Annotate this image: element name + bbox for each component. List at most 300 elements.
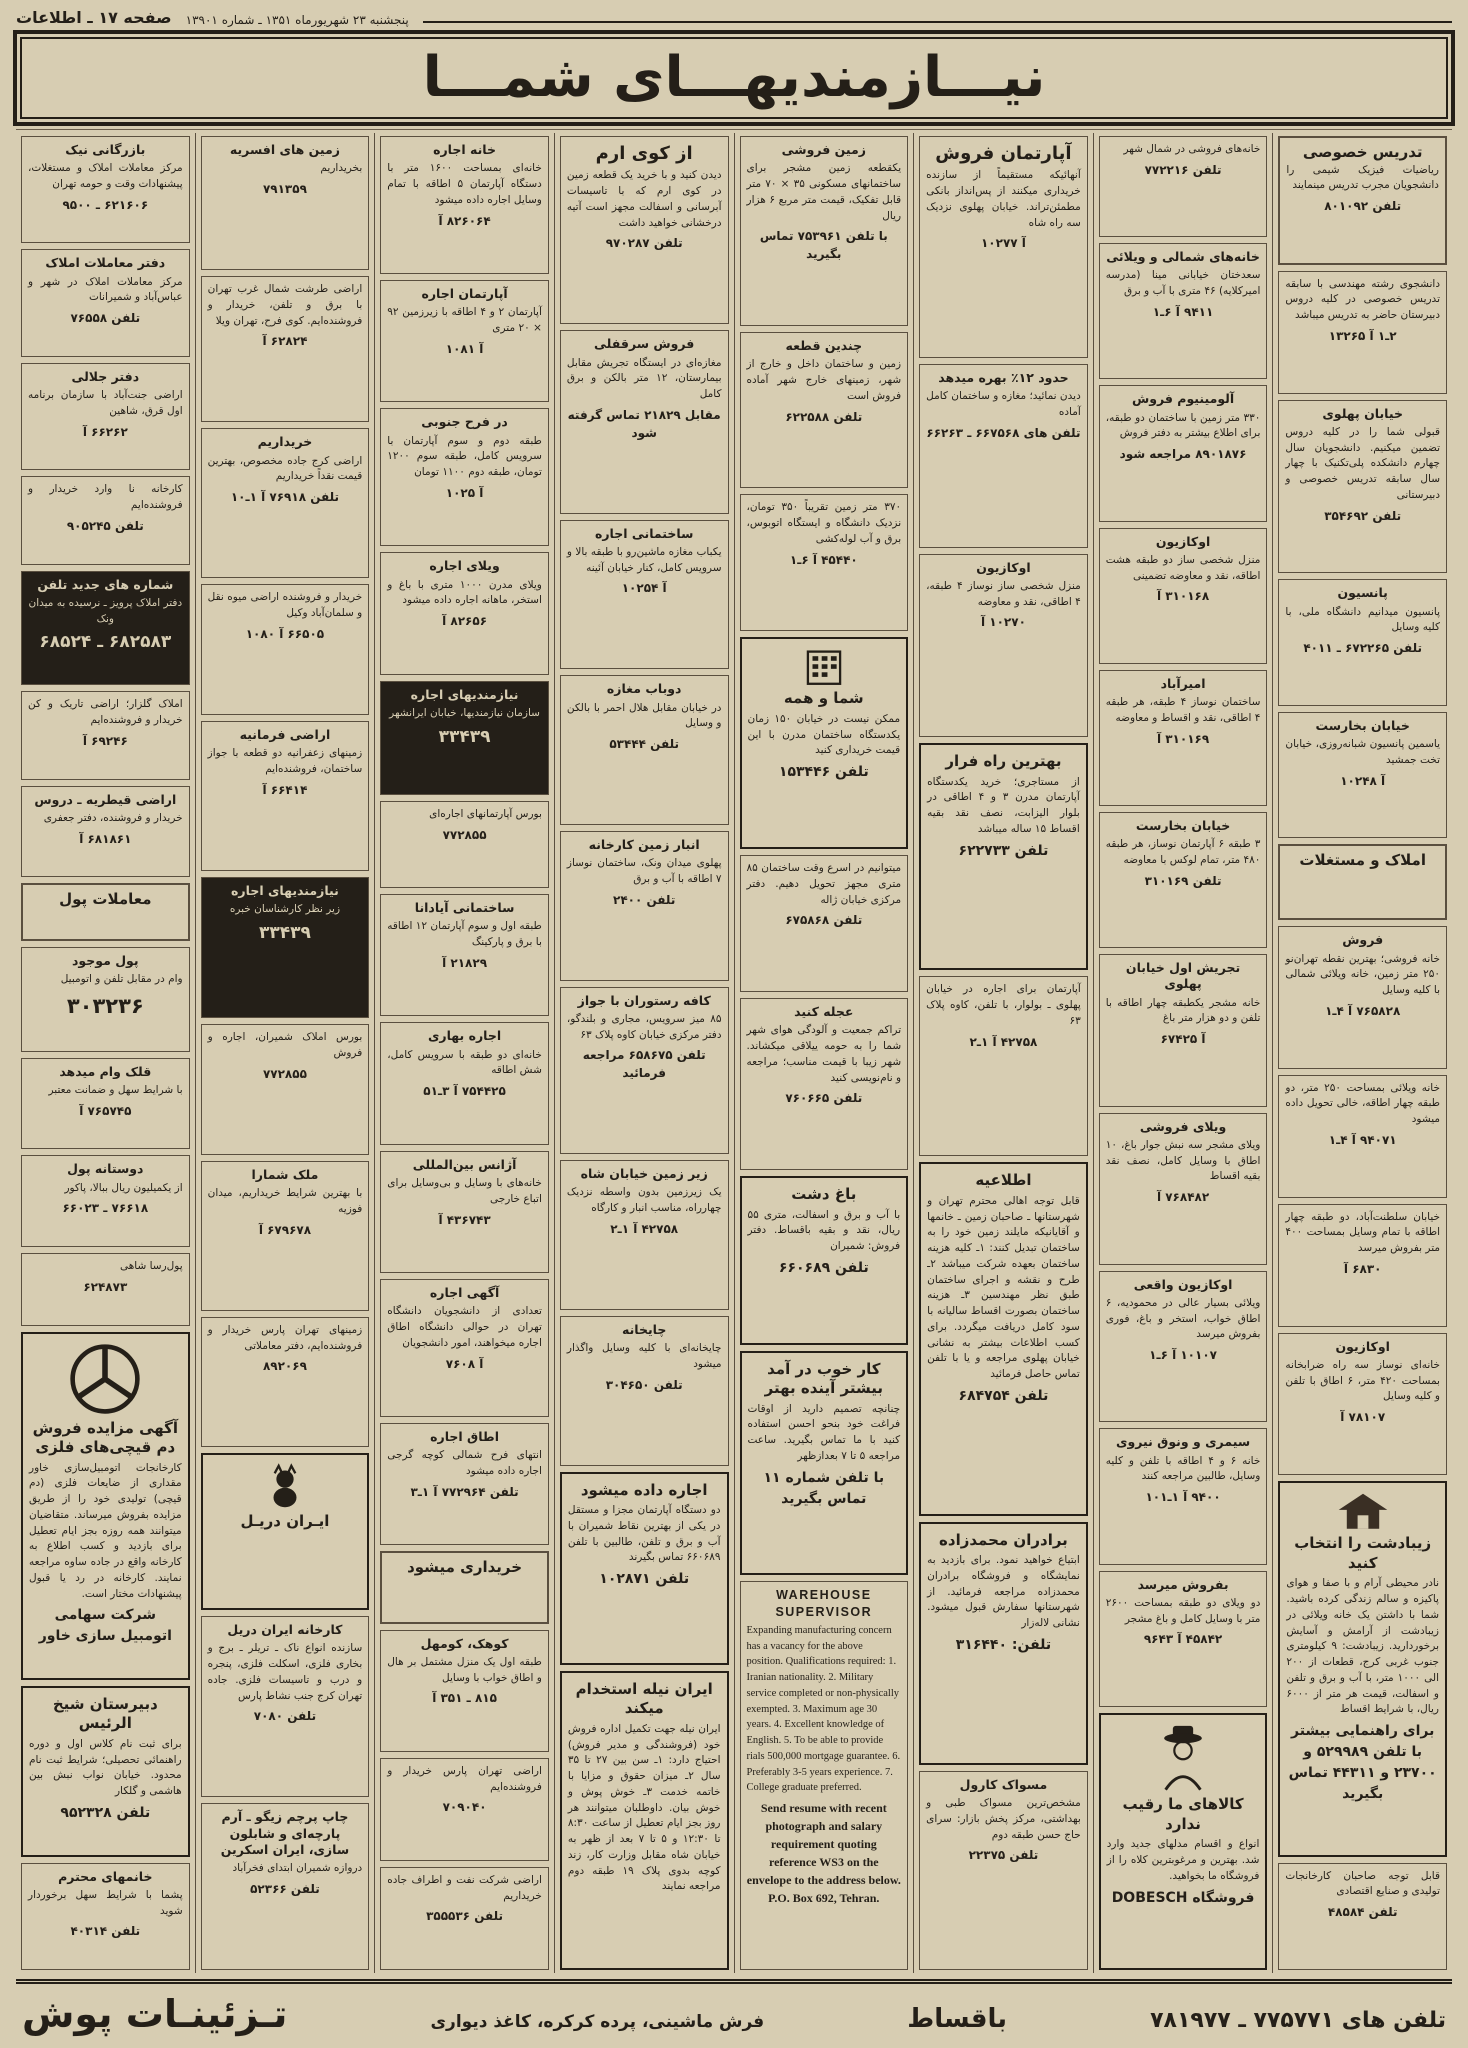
ad-box	[21, 691, 190, 779]
ad-box	[740, 1351, 909, 1576]
ad-box	[740, 1581, 909, 1970]
ad-body: خانه‌ای بمساحت ۱۶۰۰ متر با دستگاه آپارتمان ۵ اطاقه با تمام وسایل اجاره داده میشود	[387, 162, 542, 206]
ad-phone: ۷۶۵۸۲۸ آ ۴ـ۱	[1325, 1003, 1401, 1018]
ad-body: تعدادی از دانشجویان دانشگاه تهران در حوالی دانشگاه اطاق اجاره میخواهند، امور دانشجویان	[387, 1305, 542, 1349]
ad-box	[919, 364, 1088, 548]
ad-title: اجاره بهاری	[427, 1028, 502, 1044]
ad-box	[380, 894, 549, 1016]
ad-box	[919, 1771, 1088, 1970]
ad-phone: ۷۹۱۳۵۹	[262, 182, 307, 196]
ad-title: اراضی فرمانیه	[239, 726, 331, 742]
ad-body: خریدار و فروشنده اراضی میوه نقل و سلمان‌آباد وکیل	[207, 591, 363, 620]
ad-body: یکباب مغازه ماشین‌رو با طبقه بالا و سرویس کامل، کنار خیابان آئینه	[566, 545, 722, 574]
cat-icon	[209, 1463, 362, 1509]
classifieds-columns	[16, 129, 1452, 1973]
ad-body: اراضی طرشت شمال غرب تهران با برق و تلفن، خریدار و فروشنده‌ایم. کوی فرح، تهران ویلا	[207, 283, 363, 327]
header-page-label: صفحه ۱۷ ـ اطلاعات	[16, 8, 172, 27]
ad-phone: ۶۷۹۶۷۸ آ	[258, 1222, 312, 1237]
ad-phone: تلفن ۹۰۵۲۴۵	[66, 518, 144, 533]
ad-phone: تلفن ۷۷۲۲۱۶	[1144, 162, 1222, 177]
ad-body: از مستاجری؛ خرید یکدستگاه آپارتمان مدرن ۳ و ۴ اطاقی در بلوار الیزابت، نصف نقد بقیه اقساط ۱۵ ساله میباشد	[927, 775, 1080, 835]
ad-phone: ۶۲۴۸۷۳	[83, 1279, 128, 1294]
column-7	[195, 133, 375, 1973]
ad-body: پانسیون میدانیم دانشگاه ملی، با کلیه وسایل	[1285, 605, 1440, 634]
ad-title: کافه رستوران با جواز	[577, 992, 711, 1008]
ad-body: دو ویلای دو طبقه بمساحت ۲۶۰۰ متر با وسایل کامل و باغ مشجر	[1105, 1596, 1261, 1625]
ad-body: مرکز معاملات املاک و مستغلات، پیشنهادات وقت و حومه تهران	[28, 162, 183, 190]
ad-title: اراضی قیطریه ـ دروس	[34, 791, 177, 807]
ad-box	[740, 332, 909, 488]
ad-body: دانشجوی رشته مهندسی با سابقه تدریس خصوصی در کلیه دروس دبیرستان حاضر به تدریس میباشد	[1285, 277, 1440, 322]
ad-body: چنانچه تصمیم دارید از اوقات فراغت خود بنحو احسن استفاده کنید با ما تماس بگیرید. ساعت مراجعه ۵ تا ۷ بعدازظهر	[747, 1402, 901, 1462]
ad-box	[201, 1317, 370, 1448]
ad-phone: ۴۳۶۷۴۳ آ	[438, 1212, 491, 1227]
ad-body: سازمان نیازمندیها، خیابان ایرانشهر	[389, 707, 540, 719]
ad-body: ایران نیله جهت تکمیل اداره فروش خود (فروشندگی و مدیر فروش) احتیاج دارد: ۱ـ سن بین ۲۷ تا ۳۵ سال ۲ـ میزان حقوق و مزایا با خاتمه خدمت ۳ـ خوش پوش و خوش بیان. داوطلبان میتوانند هر روز بجز ایام تعطیل از ساعت ۸:۳۰ تا ۱۲:۳۰ و ۵ تا ۷ بعد از ظهر به خیابان شاه مقابل وزارت کار، زند کوچه بدوی پلاک ۱۹ طبقه دوم مراجعه نمایند	[567, 1722, 721, 1893]
ad-box	[1278, 844, 1447, 920]
ad-body: چایخانه‌ای با کلیه وسایل واگذار میشود	[566, 1342, 722, 1370]
ad-box	[380, 136, 549, 274]
ad-title: خریداری میشود	[407, 1558, 523, 1577]
ad-body: Expanding manufacturing concern has a vacancy for the above position. Qualifications required: 1. Iranian nationality. 2. Military service completed or non-physically exempted. 3. Maximum age 30 years. 4. Excellent knowledge of English. 5. To be able to provide rials 500,000 mortgage guarantee. 6. Preferably 3-5 years experience. 7. College graduate preferred.	[746, 1624, 901, 1794]
ad-phone: ۳۱۰۱۶۹ آ	[1156, 731, 1210, 746]
ad-body: آپارتمان ۲ و ۴ اطاقه با زیرزمین ۹۲ × ۲۰ متری	[387, 306, 542, 335]
ad-phone: ۳۰۳۲۳۶	[66, 993, 144, 1018]
ad-box	[1278, 926, 1447, 1068]
ad-title: خانمهای محترم	[58, 1868, 153, 1884]
ad-body: مشخص‌ترین مسواک طبی و بهداشتی، مرکز پخش بازار: سرای حاج حسن طبقه دوم	[926, 1797, 1081, 1841]
ad-body: دروازه شمیران ابتدای فخرآباد	[232, 1862, 363, 1875]
ad-title: اجاره داده میشود	[580, 1480, 708, 1499]
ad-phone: تلفن ۶۷۲۲۶۵ ـ ۴۰۱۱	[1303, 641, 1423, 656]
ad-title: سیمری و ونوق نیروی	[1116, 1434, 1251, 1450]
ad-title: از کوی ارم	[595, 143, 693, 164]
ad-phone: آ ۱۰۸۱	[445, 341, 484, 356]
ad-box	[201, 1161, 370, 1311]
ad-body: خانه‌های با وسایل و بی‌وسایل برای اتباع خارجی	[387, 1177, 542, 1205]
ad-title: آپارتمان فروش	[935, 143, 1072, 164]
ad-phone: با تلفن ۷۵۳۹۶۱ تماس بگیرید	[759, 229, 888, 262]
ad-phone: ۸۲۶۵۶ آ	[442, 614, 488, 629]
ad-box	[1099, 136, 1268, 237]
ad-box	[1099, 528, 1268, 664]
ad-title: فروش سرقفلی	[594, 336, 695, 352]
ad-box	[201, 721, 370, 871]
ad-body: دیدن کنید و با خرید یک قطعه زمین در کوی ارم که با تاسیسات آبرسانی و اسفالت مجهز است آتیه درخشانی خواهید داشت	[566, 169, 722, 229]
ad-box	[1099, 243, 1268, 379]
ad-phone: تلفن ۴۸۵۸۴	[1327, 1905, 1398, 1920]
ad-title: آلومینیوم فروش	[1131, 391, 1235, 407]
ad-box	[560, 330, 729, 513]
ad-box	[919, 136, 1088, 358]
ad-title: امیرآباد	[1160, 675, 1206, 691]
ad-box	[740, 136, 909, 326]
ad-phone: ۲ـ۱ آ ۱۳۲۶۵	[1328, 328, 1397, 343]
ad-box	[1278, 1863, 1447, 1970]
ad-body: کارخانه نا وارد خریدار و فروشنده‌ایم	[28, 483, 183, 512]
ad-box	[380, 1758, 549, 1861]
ad-title: بازرگانی نیک	[65, 142, 146, 157]
ad-box	[21, 1253, 190, 1325]
ad-phone: ۸۱۵ ـ ۳۵۱ آ	[432, 1691, 497, 1706]
ad-title: قلک وام میدهد	[59, 1063, 152, 1079]
ad-phone: تلفن ۳۵۵۵۳۶	[426, 1909, 504, 1924]
ad-title: اطلاعیه	[975, 1171, 1032, 1190]
ad-box	[560, 1671, 729, 1970]
ad-title: آپارتمان اجاره	[421, 286, 508, 302]
ad-box	[380, 1551, 549, 1623]
ad-box	[201, 1803, 370, 1970]
ad-body: انواع و اقسام مدلهای جدید وارد شد. بهترین و مرغوبترین کلاه را از فروشگاه ما بخواهید.	[1106, 1838, 1260, 1882]
ad-title: ملک شمارا	[251, 1167, 319, 1183]
ad-body: مرکز معاملات املاک در شهر و عباس‌آباد و شمیرانات	[28, 275, 183, 304]
ad-phone: آ ۶۷۴۲۵	[1160, 1032, 1206, 1047]
ad-title: اوکازیون	[1155, 533, 1211, 549]
ad-phone: آ ۱۰۲۴۸	[1340, 773, 1386, 788]
ad-body: ابتیاع خواهید نمود. برای بازدید به نمایشگاه و فروشگاه برادران محمدزاده مراجعه فرمائید. از شهرستانها سفارش قبول میشود. نشانی لاله‌زار	[927, 1554, 1080, 1630]
ad-box	[919, 976, 1088, 1156]
ad-phone: ۶۶۵۰۵ آ ۱۰۸۰	[245, 626, 325, 641]
ad-box	[1099, 1271, 1268, 1423]
ad-body: خانه مشجر یکطبقه چهار اطاقه با تلفن و دو هزار متر باغ	[1105, 996, 1261, 1025]
ad-body: یک زیرزمین بدون واسطه نزدیک چهارراه، مناسب انبار و کارگاه	[566, 1186, 722, 1215]
ad-box	[1278, 1333, 1447, 1475]
ad-body: مغازه‌ای در ایستگاه تجریش مقابل بیمارستان، ۱۲ متر بالکن و برق کامل	[566, 356, 722, 401]
ad-title: حدود ۱۲٪ بهره میدهد	[938, 370, 1069, 386]
ad-title: ایـران دریـل	[240, 1512, 330, 1531]
ad-phone: ۲۱۸۲۹ آ	[442, 955, 488, 970]
ad-box	[201, 1616, 370, 1797]
ad-box	[380, 1151, 549, 1273]
header-rule	[423, 21, 1452, 23]
ad-title: املاک و مستغلات	[1299, 851, 1426, 870]
ad-phone: با تلفن شماره ۱۱ تماس بگیرید	[763, 1469, 885, 1507]
ad-title: چایخانه	[622, 1321, 667, 1337]
ad-title: زمین های افسریه	[229, 142, 340, 157]
ad-phone: تلفن ۶۷۵۸۶۸	[785, 913, 863, 928]
ad-title: ایران نیله استخدام میکند	[575, 1679, 713, 1718]
ad-phone: ۶۲۸۲۴ آ	[262, 334, 308, 349]
ad-box	[740, 855, 909, 992]
ad-phone: ۷۶۶۱۸ ـ ۶۶۰۲۳	[62, 1201, 149, 1216]
ad-body: ریاضیات فیزیک شیمی را دانشجویان مجرب تدریس مینمایند	[1286, 163, 1439, 192]
ad-box	[21, 1155, 190, 1247]
ad-title: دبیرستان شیخ الرئیس	[52, 1694, 158, 1733]
ad-title: پول موجود	[72, 952, 139, 968]
ad-box	[740, 637, 909, 849]
ad-phone: تلفن ۶۲۲۵۸۸	[785, 409, 863, 424]
ad-body: یکقطعه زمین مشجر برای ساختمانهای مسکونی ۳۵ × ۷۰ متر قابل تفکیک، قیمت متر مربع ۶ هزار ریال	[746, 162, 902, 222]
ad-box	[560, 675, 729, 825]
ad-box	[21, 363, 190, 470]
ad-phone: تلفن ۷۶۵۵۸	[70, 311, 141, 326]
ad-phone: ۶۸۲۵۸۳ ـ ۶۸۵۲۴	[39, 632, 172, 653]
ad-box	[21, 1863, 190, 1970]
ad-body: سعدختان خیابانی مینا (مدرسه امیرکلایه) ۴۶ متری با آب و برق	[1105, 269, 1261, 298]
ad-body: خانه ۶ و ۴ اطاقه با تلفن و کلیه وسایل، طالبین مراجعه کنند	[1105, 1454, 1261, 1483]
ad-phone: ۱۰۱۰۷ آ ۶ـ۱	[1149, 1348, 1217, 1362]
ad-body: ممکن نیست در خیابان ۱۵۰ زمان یکدستگاه ساختمان مدرن با این قیمت خریداری کنید	[747, 712, 901, 757]
ad-title: نیازمندیهای اجاره	[410, 686, 519, 702]
ad-body: خانه فروشی؛ بهترین نقطه تهران‌نو ۲۵۰ متر زمین، خانه ویلائی شمالی با کلیه وسایل	[1285, 952, 1440, 997]
ad-box	[201, 584, 370, 715]
ad-body: پهلوی میدان ونک، ساختمان نوساز ۷ اطاقه با آب و برق	[566, 857, 722, 885]
ad-body: املاک گلزار؛ اراضی تاریک و کن خریدار و فروشنده‌ایم	[28, 698, 183, 727]
ad-body: زمین و ساختمان داخل و خارج از شهر، زمینهای خارج شهر آماده فروش است	[746, 358, 902, 402]
ad-box	[1278, 136, 1447, 265]
ad-title: در فرح جنوبی	[421, 414, 508, 430]
ad-body: میتوانیم در اسرع وقت ساختمان ۸۵ متری مجهز تحویل دهیم. دفتر مرکزی خیابان ژاله	[746, 862, 902, 906]
ad-box	[1278, 271, 1447, 394]
ad-title: زیبادشت را انتخاب کنید	[1294, 1534, 1432, 1572]
ad-body: از یکمیلیون ریال ببالا، پاکور	[64, 1181, 183, 1194]
ad-box	[740, 998, 909, 1170]
ad-box	[380, 1423, 549, 1545]
ad-phone: تلفن ۶۵۸۶۷۵ مراجعه فرمائید	[582, 1048, 706, 1081]
column-8	[16, 133, 195, 1973]
ad-phone: ۶۶۴۱۴ آ	[262, 782, 308, 797]
ad-body: طبقه اول یک منزل مشتمل بر هال و اطاق خواب با وسایل	[387, 1655, 542, 1684]
ad-phone: ۴۵۴۴۰ آ ۶ـ۱	[789, 552, 858, 567]
ad-box	[1278, 712, 1447, 838]
ad-box	[560, 987, 729, 1155]
ad-title: فروش	[1342, 932, 1384, 948]
ad-body: دیدن نمائید؛ مغازه و ساختمان کامل آماده	[926, 390, 1081, 419]
man-icon	[1107, 1723, 1260, 1793]
ad-phone: تلفن ۷۰۸۰	[253, 1709, 317, 1724]
ad-title: اوکازیون	[976, 559, 1031, 575]
ad-box	[1099, 812, 1268, 948]
ad-phone: آ ۷۶۰۸	[445, 1356, 484, 1371]
ad-title: پانسیون	[1337, 585, 1388, 601]
ad-title: دفتر جلالی	[71, 368, 140, 384]
ad-title: معاملات پول	[59, 890, 152, 909]
ad-box	[380, 801, 549, 888]
page-header	[16, 8, 1452, 31]
ad-phone: تلفن ۲۲۳۷۵	[968, 1848, 1039, 1863]
ad-phone: تلفن ۶۸۴۷۵۴	[958, 1387, 1049, 1404]
ad-title: باغ دشت	[791, 1185, 857, 1204]
ad-body: سازنده انواع ناک ـ تریلر ـ برج و بخاری فلزی، اسکلت فلزی، پنجره و درب و تاسیسات فلزی. جاده تهران کرج جنب نشاط پارس	[207, 1642, 363, 1702]
ad-title: دوستانه پول	[67, 1161, 144, 1177]
ad-title: کوهک، کومهل	[420, 1635, 509, 1651]
ad-phone: آ ۱۰۲۵۴	[621, 581, 667, 596]
ad-body: خیابان سلطنت‌آباد، دو طبقه چهار اطاقه با تمام وسایل بمساحت ۴۰۰ متر بفروش میرسد	[1285, 1210, 1440, 1255]
ad-phone: ۷۰۹۰۴۰	[442, 1800, 487, 1815]
ad-box	[1099, 1113, 1268, 1265]
ad-phone: تلفن ۶۶۰۶۸۹	[778, 1259, 869, 1276]
ad-box	[560, 1472, 729, 1665]
ad-phone: تلفن ۷۶۹۱۸ آ ۱ـ۱۰	[230, 490, 340, 505]
ad-phone: تلفن ۹۵۲۳۲۸	[60, 1804, 151, 1821]
ad-title: اطاق اجاره	[430, 1429, 499, 1445]
ad-box	[1278, 1204, 1447, 1327]
ad-title: بفروش میرسد	[1137, 1576, 1229, 1592]
ad-body: خریدار و فروشنده، دفتر جعفری	[43, 811, 183, 824]
ad-box	[1099, 1571, 1268, 1707]
ad-body: با آب و برق و اسفالت، متری ۵۵ ریال، نقد و بقیه باقساط. دفتر فروش: شمیران	[747, 1208, 901, 1253]
ad-box	[201, 877, 370, 1019]
ad-body: ۸۵ میز سرویس، مجاری و بلندگو، دفتر مرکزی خیابان کاوه پلاک ۶۳	[566, 1012, 722, 1041]
ad-box	[201, 1024, 370, 1155]
ad-box	[21, 1058, 190, 1150]
column-1	[1272, 133, 1452, 1973]
ad-title: تجریش اول خیابان پهلوی	[1125, 960, 1241, 992]
footer-phones: تلفن های ۷۷۵۷۷۱ ـ ۷۸۱۹۷۷	[1150, 2008, 1446, 2033]
ad-body: طبقه دوم و سوم آپارتمان با سرویس کامل، طبقه سوم ۱۲۰۰ تومان، طبقه دوم ۱۱۰۰ تومان	[387, 434, 542, 479]
ad-title: دوباب مغازه	[606, 681, 682, 697]
ad-title: مسواک کارول	[959, 1776, 1048, 1792]
ad-box	[1278, 400, 1447, 574]
ad-body: ویلائی بسیار عالی در محمودیه، ۶ اطاق خواب، استخر و باغ، فوری بفروش میرسد	[1105, 1296, 1261, 1341]
ad-body: قابل توجه صاحبان کارخانجات تولیدی و صنایع اقتصادی	[1285, 1869, 1440, 1898]
ad-title: چاپ پرچم زیگو ـ آرم پارچه‌ای و شابلون سازی، ایران اسکرین	[220, 1809, 350, 1857]
ad-box	[380, 1279, 549, 1417]
ad-box	[21, 571, 190, 686]
ad-box	[380, 1630, 549, 1752]
ad-phone: تلفن ۵۳۴۴۴	[609, 737, 680, 752]
ad-body: ۳۳۰ متر زمین با ساختمان دو طبقه، برای اطلاع بیشتر به دفتر فروش	[1105, 411, 1261, 440]
ad-body: دو دستگاه آپارتمان مجزا و مستقل در یکی از بهترین نقاط شمیران با آب و برق و تلفن، طالبین با تلفن ۶۶۰۶۸۹ تماس بگیرند	[567, 1504, 721, 1564]
ad-phone: ۹۴۰۰ آ ۱ـ۱۰۱	[1145, 1490, 1221, 1505]
ad-body: با بهترین شرایط خریداریم، میدان فوزیه	[207, 1187, 363, 1216]
ad-title: خیابان بخارست	[1315, 717, 1410, 733]
ad-phone: تلفن ۳۵۴۶۹۲	[1324, 508, 1402, 523]
ad-body: منزل شخصی ساز دو طبقه هشت اطاقه، نقد و معاوضه تضمینی	[1105, 553, 1261, 582]
ad-phone: تلفن ۹۷۰۲۸۷	[605, 236, 683, 251]
ad-box	[560, 136, 729, 324]
footer-brand: تـزئینـات پوش	[22, 1992, 288, 2036]
ad-body: اراضی کرج جاده مخصوص، بهترین قیمت نقداً خریداریم	[207, 454, 363, 483]
ad-title: خریداریم	[257, 434, 313, 450]
ad-body: پشما با شرایط سهل برخوردار شوید	[28, 1888, 183, 1917]
ad-box	[380, 552, 549, 674]
ad-box	[1099, 954, 1268, 1106]
ad-body: قابل توجه اهالی محترم تهران و شهرستانها ـ صاحبان زمین ـ خانمها و آقایانیکه مایلند زمین خود را به ساختمان تبدیل کنند: ۱ـ کلیه هزینه ساختمان بعهده شرکت میباشد ۲ـ طرح و نقشه و اجرای ساختمان طبق نظر مهندسین ۳ـ هزینه ساختمان بصورت اقساط سالیانه با سود کامل دریافت میگردد. برای کسب اطلاعات بیشتر به نشانی خیابان پهلوی مراجعه و یا با تلفن تماس حاصل فرمائید	[927, 1194, 1080, 1381]
ad-body: بورس آپارتمانهای اجاره‌ای	[429, 807, 542, 820]
footer-banner	[16, 1979, 1452, 2038]
ad-phone: ۷۶۵۷۴۵ آ	[79, 1103, 132, 1118]
ad-title: کالاهای ما رقیب ندارد	[1122, 1795, 1244, 1833]
ad-body: قبولی شما را در کلیه دروس تضمین میکنیم. دانشجویان سال چهارم دانشکده پلی‌تکنیک با چهار سال سابقه تدریس خصوصی و دبیرستانی	[1285, 425, 1440, 501]
ad-phone: ۴۵۸۴۲ آ ۹۶۴۳	[1143, 1632, 1223, 1647]
ad-phone: ۶۹۲۴۶ آ	[82, 733, 128, 748]
ad-box	[380, 408, 549, 546]
mercedes-icon	[29, 1342, 182, 1416]
ad-phone: ۷۶۸۴۸۲ آ	[1156, 1190, 1210, 1205]
ad-body: منزل شخصی ساز نوساز ۴ طبقه، ۴ اطاقی، نقد و معاوضه	[926, 579, 1081, 608]
ad-phone: ۹۴۰۷۱ آ ۴ـ۱	[1328, 1132, 1397, 1147]
ad-phone: تلفن: ۳۱۶۴۴۰	[955, 1636, 1052, 1653]
ad-phone: ۳۳۴۳۹	[438, 726, 491, 747]
ad-body: ۳۷۰ متر زمین تقریباً ۳۵۰ تومان، نزدیک دانشگاه و ایستگاه اتوبوس، برق و آب لوله‌کشی	[746, 501, 902, 545]
ad-title: خانه اجاره	[433, 142, 496, 157]
ad-title: شما و همه	[783, 689, 864, 708]
ad-title: برادران محمدزاده	[939, 1530, 1068, 1549]
ad-phone: ۷۵۴۴۲۵ آ ۳ـ۵۱	[423, 1084, 506, 1099]
ad-box	[21, 883, 190, 940]
ad-box	[1099, 670, 1268, 806]
ad-box	[380, 681, 549, 795]
ad-phone: ۸۹۰۱۸۷۶ مراجعه شود	[1119, 447, 1247, 462]
header-date: پنجشنبه ۲۳ شهریورماه ۱۳۵۱ ـ شماره ۱۳۹۰۱	[185, 13, 409, 27]
ad-title: خیابان بخارست	[1135, 817, 1231, 833]
ad-title: کار خوب در آمد بیشتر آینده بهتر	[764, 1359, 883, 1398]
ad-box	[740, 1176, 909, 1345]
ad-box	[201, 1453, 370, 1610]
ad-box	[560, 520, 729, 670]
ad-body: زیر نظر کارشناسان خبره	[229, 903, 341, 916]
ad-body: تراکم جمعیت و آلودگی هوای شهر شما را به حومه ییلاقی میکشاند. شهر زیبا با قیمت مناسب؛ مراجعه و نام‌نویسی کنید	[746, 1024, 902, 1084]
ad-phone: ۷۷۲۸۵۵	[262, 1066, 307, 1081]
ad-body: ویلای مشجر سه نبش جوار باغ، ۱۰ اطاق با وسایل کامل، نصف نقد بقیه اقساط	[1105, 1138, 1261, 1183]
ad-box	[201, 276, 370, 422]
ad-body: اراضی شرکت نفت و اطراف جاده خریداریم	[387, 1873, 542, 1902]
ad-body: دفتر املاک پرویز ـ نرسیده به میدان ونک	[28, 596, 183, 625]
ad-phone: ۶۲۱۶۰۶ ـ ۹۵۰۰	[62, 197, 149, 212]
ad-body: اراضی جنت‌آباد با سازمان برنامه اول قرق، شاهین	[28, 389, 183, 417]
ad-title: آگهی اجاره	[429, 1285, 500, 1301]
ad-box	[1099, 385, 1268, 521]
ad-body: زمینهای زعفرانیه دو قطعه با جواز ساختمان، فروشنده‌ایم	[207, 747, 363, 775]
ad-title: ویلای فروشی	[1139, 1118, 1227, 1134]
ad-box	[560, 1160, 729, 1310]
ad-phone: ۶۸۱۸۶۱ آ	[79, 831, 132, 846]
ad-phone: تلفن ۶۲۲۷۳۳	[958, 842, 1049, 859]
ad-body: در خیابان مقابل هلال احمر با بالکن و وسایل	[566, 701, 722, 730]
ad-phone: ۸۲۶۰۶۴ آ	[438, 213, 491, 228]
ad-body: خانه‌ای دو طبقه با سرویس کامل، شش اطاقه	[387, 1048, 542, 1077]
ad-body: پول‌رسا شاهی	[119, 1260, 183, 1273]
ad-box	[201, 136, 370, 270]
ad-phone: ۳۳۴۳۹	[258, 922, 311, 943]
column-3	[913, 133, 1093, 1973]
ad-title: آگهی مزایده فروش دم قیچی‌های فلزی	[32, 1418, 179, 1456]
ad-title: تدریس خصوصی	[1302, 143, 1423, 161]
ad-phone: ۹۴۱۱ آ ۶ـ۱	[1152, 304, 1214, 319]
column-6	[374, 133, 554, 1973]
ad-title: نیازمندیهای اجاره	[231, 882, 339, 898]
ad-body: با شرایط سهل و ضمانت معتبر	[48, 1083, 183, 1096]
ad-title: ویلای اجاره	[429, 558, 500, 574]
ad-phone: تلفن ۸۰۱۰۹۲	[1324, 199, 1402, 213]
ad-title: ساختمانی آیادانا	[414, 900, 515, 916]
ad-box	[21, 786, 190, 878]
ad-phone: تلفن ۳۱۰۱۶۹	[1144, 873, 1222, 888]
ad-phone: ۳۱۰۱۶۸ آ	[1156, 589, 1210, 604]
ad-title: خیابان پهلوی	[1322, 405, 1403, 421]
ad-body: ویلای مدرن ۱۰۰۰ متری با باغ و استخر، ماهانه اجاره داده میشود	[387, 578, 542, 607]
ad-phone: تلفن ۳۰۴۶۵۰	[605, 1377, 683, 1392]
ad-box	[380, 1022, 549, 1144]
ad-body: خانه‌ای نوساز سه راه ضرابخانه بمساحت ۴۲۰ متر، ۶ اطاق با تلفن و کلیه وسایل	[1285, 1358, 1440, 1403]
ad-box	[21, 1686, 190, 1857]
ad-body: نادر محیطی آرام و با صفا و هوای پاکیزه و سالم زندگی کرده باشید. شما با داشتن یک خانه ویلائی در زیبادشت از آرامش و آسایش برخوردارید. زیبادشت: ۹ کیلومتری جنوب غربی کرج، قطعات از ۲۰۰ الی ۱۰۰۰ متر، با آب و برق و تلفن و اسفالت، قیمت هر متر از ۶۰۰۰ ریال، با شرایط اقساط	[1286, 1577, 1439, 1716]
ad-body: اراضی تهران پارس خریدار و فروشنده‌ایم	[387, 1764, 542, 1793]
ad-phone: تلفن ۷۷۲۹۶۴ آ ۱ـ۳	[410, 1484, 519, 1499]
ad-box	[919, 1162, 1088, 1515]
ad-phone: تلفن ۷۶۰۶۶۵	[785, 1091, 863, 1106]
ad-title: آژانس بین‌المللی	[412, 1156, 517, 1172]
ad-box	[560, 1316, 729, 1466]
column-4	[734, 133, 914, 1973]
ad-phone: تلفن ۴۰۳۱۴	[70, 1924, 141, 1939]
masthead-title: نیـــازمندیهـــای شمـــا	[20, 37, 1448, 119]
ad-title: شماره های جدید تلفن	[37, 576, 174, 592]
footer-installment: باقساط	[907, 2004, 1008, 2034]
column-5	[554, 133, 734, 1973]
ad-body: کارخانجات اتومبیل‌سازی خاور مقداری از ضایعات فلزی (دم قیچی) تولیدی خود را از طریق مزایده بفروش میرساند. متقاضیان میتوانند همه روزه بجز ایام تعطیل برای بازدید و کسب اطلاع به کارخانه واقع در جاده ساوه مراجعه نمایند. کارخانه در رد یا قبول پیشنهادات مختار است.	[29, 1461, 182, 1600]
